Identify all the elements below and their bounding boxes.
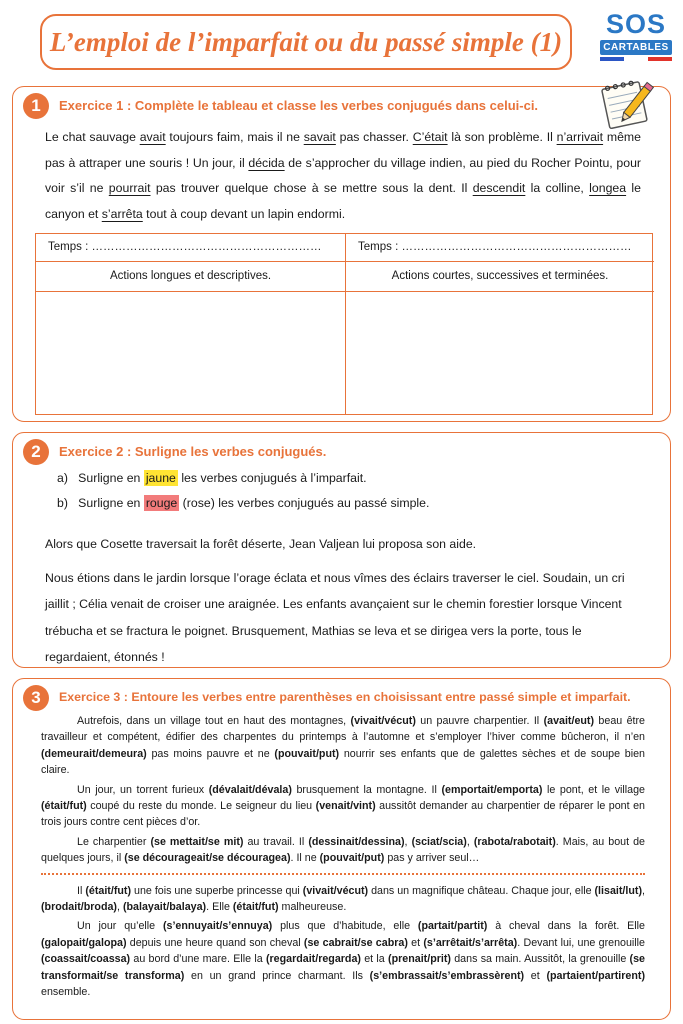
text-segment: là son problème. Il — [447, 130, 557, 144]
verb-choice[interactable]: (rabota/rabotait) — [473, 835, 556, 848]
text-segment: pas trouver quelque chose à se mettre sous la dent. Il — [150, 181, 473, 195]
instruction-b — [57, 496, 647, 510]
table-temps-right[interactable]: Temps : …………………………………………………… — [346, 234, 654, 262]
text-segment: le pont, et le village — [542, 783, 645, 796]
underlined-verb: pourrait — [108, 181, 151, 195]
verb-choice[interactable]: (regardait/regarda) — [265, 953, 361, 966]
instruction-a — [57, 471, 647, 485]
exercise-3-number: 3 — [23, 685, 49, 711]
exercise-3-title: Exercice 3 : Entoure les verbes entre parenthèses en choisissant entre passé simple et imparfait. — [59, 690, 631, 704]
text-segment: et la — [360, 953, 389, 966]
underlined-verb: longea — [589, 181, 627, 195]
text-segment: un pauvre charpentier. Il — [415, 715, 544, 727]
table-header-left: Actions longues et descriptives. — [36, 262, 345, 292]
logo-top-text: SOS — [605, 9, 667, 39]
text-segment: beau être travailleur et compétent, édifier des charpentes du printemps à l’automne et s’employer l’hiver comme bûcheron, il n’en — [41, 715, 646, 744]
exercise-2-number: 2 — [23, 439, 49, 465]
exercise-1-card — [12, 86, 671, 422]
highlight-red-word: rouge — [145, 496, 178, 510]
verb-choice[interactable]: (demeurait/demeura) — [41, 747, 147, 760]
text-segment: même pas à attraper une souris ! Un jour, il — [45, 130, 641, 170]
verb-choice[interactable]: (vivait/vécut) — [302, 884, 369, 897]
exercise-3-text — [41, 713, 645, 1004]
verb-choice[interactable]: (s’arrêtait/s’arrêta) — [423, 936, 518, 949]
text-segment: brusquement la montagne. Il — [291, 783, 442, 796]
verb-choice[interactable]: (coassait/coassa) — [41, 953, 131, 966]
exercise-3-card — [12, 678, 671, 1020]
text-segment: une fois une superbe princesse qui — [131, 884, 303, 897]
verb-choice[interactable]: (partaient/partirent) — [546, 969, 646, 982]
verb-choice[interactable]: (s’embrassait/s’embrassèrent) — [369, 969, 525, 982]
text-segment: nourrir ses enfants que de galettes sèches et de soupe bien claire. — [41, 747, 645, 777]
dotted-separator — [41, 873, 645, 875]
verb-choice[interactable]: (avait/eut) — [543, 715, 595, 727]
underlined-verb: descendit — [472, 181, 526, 195]
text-segment: . Devant lui, une grenouille — [517, 936, 645, 949]
text-segment: toujours faim, mais il ne — [165, 130, 304, 144]
underlined-verb: C’était — [412, 130, 448, 144]
exercise-1-text — [45, 125, 641, 227]
table-column-right — [345, 234, 654, 414]
highlight-yellow-word: jaune — [145, 471, 176, 485]
text-segment: la colline, — [525, 181, 590, 195]
table-header-right: Actions courtes, successives et terminées. — [346, 262, 654, 292]
text-segment: Le charpentier — [77, 835, 151, 848]
exercise-1-number: 1 — [23, 93, 49, 119]
verb-choice[interactable]: (venait/vint) — [315, 800, 376, 813]
story-paragraph — [41, 918, 645, 1000]
text-segment: pas y arriver seul… — [384, 852, 480, 865]
text-segment: dans sa main. Aussitôt, la grenouille — [450, 953, 630, 966]
text-segment: le canyon et — [45, 181, 641, 221]
page-title-box — [40, 14, 572, 70]
text-segment: . Il ne — [290, 852, 320, 865]
table-answer-cell-left[interactable] — [36, 292, 345, 412]
text-segment: , — [466, 835, 474, 848]
verb-choice[interactable]: (emportait/emporta) — [441, 783, 543, 796]
text-segment: Un jour, un torrent furieux — [77, 783, 209, 796]
text-segment: Il — [77, 884, 86, 897]
text-segment: malheureuse. — [278, 901, 347, 914]
text-segment: tout à coup devant un lapin endormi. — [142, 206, 346, 221]
exercise-2-title: Exercice 2 : Surligne les verbes conjugués. — [59, 444, 327, 459]
text-segment: plus que d’habitude, elle — [272, 920, 418, 933]
text-segment: en un grand prince charmant. Ils — [184, 969, 370, 982]
table-temps-left[interactable]: Temps : …………………………………………………… — [36, 234, 345, 262]
logo-bottom-text: CARTABLES — [600, 40, 672, 55]
text-segment: aussitôt demander au charpentier de réparer le pont en trois jours contre cent pièces d’or. — [41, 800, 645, 829]
notepad-pencil-icon — [593, 75, 657, 131]
verb-choice[interactable]: (prenait/prit) — [388, 953, 451, 966]
text-segment: au travail. Il — [243, 835, 309, 848]
story-carpenter — [41, 713, 645, 867]
exercise-2-paragraph[interactable]: Nous étions dans le jardin lorsque l’orage éclata et nous vîmes des éclairs traverser le ciel. Soudain, un cri jaillit ; Célia venait de croiser une araignée. Les enfants avançaient sur le chemin forestier lorsque Vincent trébucha et se fractura le poignet. Brusquement, Mathias se leva et se dirigea vers la porte, tous le regardaient, étonnés ! — [45, 570, 625, 664]
verb-choice[interactable]: (dessinait/dessina) — [308, 835, 405, 848]
story-paragraph — [41, 713, 645, 779]
exercise-2-text — [45, 531, 645, 678]
story-paragraph — [41, 834, 645, 867]
text-segment: pas chasser. — [335, 130, 413, 144]
verb-choice[interactable]: (partait/partit) — [417, 920, 488, 933]
text-segment: Un jour qu’elle — [77, 920, 163, 933]
verb-choice[interactable]: (se décourageait/se découragea) — [124, 852, 291, 865]
classification-table — [35, 233, 653, 415]
verb-choice[interactable]: (était/fut) — [232, 901, 279, 914]
exercise-2-paragraph[interactable]: Alors que Cosette traversait la forêt déserte, Jean Valjean lui proposa son aide. — [45, 537, 477, 551]
text-segment: de s’approcher du village indien, au pied du Rocher Pointu, pour voir s’il ne — [45, 155, 642, 195]
table-column-left — [36, 234, 345, 414]
story-paragraph — [41, 782, 645, 831]
verb-choice[interactable]: (balayait/balaya) — [122, 901, 207, 914]
instruction-b-suffix: (rose) les verbes conjugués au passé simple. — [179, 496, 430, 510]
underlined-verb: s’arrêta — [101, 206, 143, 221]
page-title: L’emploi de l’imparfait ou du passé simple (1) — [49, 26, 563, 57]
verb-choice[interactable]: (brodait/broda) — [41, 901, 117, 914]
instruction-a-prefix: a) Surligne en — [57, 471, 144, 485]
flag-stripe-icon — [600, 57, 672, 61]
verb-choice[interactable]: (était/fut) — [41, 800, 87, 813]
text-segment: pas moins pauvre et ne — [146, 747, 275, 760]
verb-choice[interactable]: (vivait/vécut) — [350, 715, 416, 727]
verb-choice[interactable]: (galopait/galopa) — [41, 936, 127, 949]
sos-cartables-logo — [596, 10, 676, 70]
text-segment: Le chat sauvage — [45, 130, 140, 144]
story-paragraph — [41, 883, 645, 916]
underlined-verb: avait — [139, 130, 166, 144]
story-princess — [41, 883, 645, 1001]
exercise-1-title: Exercice 1 : Complète le tableau et classe les verbes conjugués dans celui-ci. — [59, 98, 539, 113]
verb-choice[interactable]: (était/fut) — [85, 884, 132, 897]
text-segment: coupé du reste du monde. Le seigneur du lieu — [86, 800, 316, 813]
text-segment: et — [407, 936, 424, 949]
instruction-a-suffix: les verbes conjugués à l’imparfait. — [177, 471, 367, 485]
text-segment: à cheval dans la forêt. Elle — [487, 920, 645, 933]
table-answer-cell-right[interactable] — [346, 292, 654, 412]
verb-choice[interactable]: (sciat/scia) — [411, 835, 467, 848]
text-segment: . Mais, au bout de quelques jours, il — [41, 835, 646, 865]
text-segment: depuis une heure quand son cheval — [126, 936, 304, 949]
verb-choice[interactable]: (pouvait/put) — [274, 747, 340, 760]
text-segment: , — [117, 901, 123, 914]
verb-choice[interactable]: (se transformait/se transforma) — [41, 953, 645, 982]
underlined-verb: décida — [248, 155, 285, 170]
text-segment: dans un magnifique château. Chaque jour, elle — [368, 884, 595, 897]
text-segment: , — [642, 884, 645, 897]
text-segment: au bord d’une mare. Elle la — [130, 953, 266, 966]
underlined-verb: n’arrivait — [556, 130, 604, 144]
text-segment: , — [404, 835, 412, 848]
verb-choice[interactable]: (se mettait/se mit) — [150, 835, 244, 848]
instruction-b-prefix: b) Surligne en — [57, 496, 144, 510]
text-segment: ensemble. — [41, 986, 91, 999]
exercise-2-card — [12, 432, 671, 668]
text-segment: et — [524, 969, 547, 982]
verb-choice[interactable]: (pouvait/put) — [319, 852, 385, 865]
text-segment: . Elle — [206, 901, 233, 914]
text-segment: Autrefois, dans un village tout en haut des montagnes, — [77, 715, 351, 727]
verb-choice[interactable]: (se cabrait/se cabra) — [303, 936, 408, 949]
verb-choice[interactable]: (lisait/lut) — [594, 884, 642, 897]
underlined-verb: savait — [303, 130, 336, 144]
verb-choice[interactable]: (s’ennuyait/s’ennuya) — [162, 920, 273, 933]
verb-choice[interactable]: (dévalait/dévala) — [208, 783, 292, 796]
